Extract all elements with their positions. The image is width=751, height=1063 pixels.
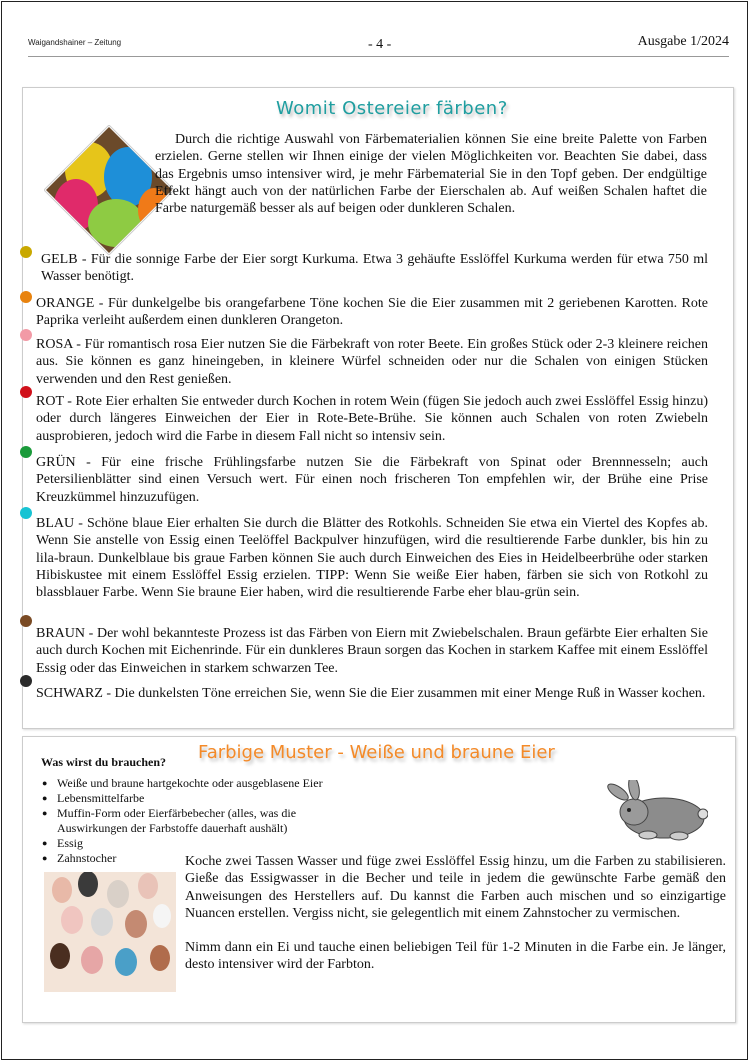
red-dot-icon — [20, 386, 32, 398]
patterned-eggs-photo — [44, 872, 176, 992]
color-item-gelb: GELB - Für die sonnige Farbe der Eier sorgt Kurkuma. Etwa 3 gehäufte Esslöffel Kurkuma werden für etwa 750 ml Wasser benötigt. — [41, 252, 708, 285]
page-number: - 4 - — [368, 37, 392, 52]
article-title-dyeing: Womit Ostereier färben? — [276, 98, 508, 119]
needs-heading: Was wirst du brauchen? — [41, 755, 167, 769]
color-item-orange: ORANGE - Für dunkelgelbe bis orangefarbene Töne kochen Sie die Eier zusammen mit 2 geriebenen Karotten. Rote Paprika verleiht außerdem einen dunkleren Orangeton. — [36, 296, 708, 329]
article-title-patterns: Farbige Muster - Weiße und braune Eier — [198, 742, 555, 763]
brown-dot-icon — [20, 615, 32, 627]
list-item: ● Zahnstocher — [40, 851, 360, 866]
color-item-schwarz: SCHWARZ - Die dunkelsten Töne erreichen Sie, wenn Sie die Eier zusammen mit einer Menge Ruß in Wasser kochen. — [36, 686, 706, 701]
instructions — [185, 853, 726, 991]
list-item: ● Lebensmittelfarbe — [40, 791, 360, 806]
intro-paragraph: Durch die richtige Auswahl von Färbematerialien können Sie eine breite Palette von Farben erzielen. Gerne stellen wir Ihnen einige der vielen Möglichkeiten vor. Beachten Sie dabei, dass das Ergebnis umso intensiver wird, je mehr Färbematerial Sie in den Topf geben. Der endgültige Effekt hängt auch von der natürlichen Farbe der Eierschalen ab. Auf weißen Schalen haftet die Farbe naturgemäß besser als auf beigen oder dunkleren Schalen. — [155, 132, 707, 217]
pink-dot-icon — [20, 329, 32, 341]
list-item: ● Weiße und braune hartgekochte oder ausgeblasene Eier — [40, 776, 360, 791]
color-item-gruen: GRÜN - Für eine frische Frühlingsfarbe nutzen Sie die Färbekraft von Spinat oder Brennnesseln; auch Petersilienblätter sind einen Versuch wert. Für einen noch frischeren Ton empfehlen wir, der Brühe eine Prise Kreuzkümmel hinzuzufügen. — [36, 455, 708, 505]
color-item-rot: ROT - Rote Eier erhalten Sie entweder durch Kochen in rotem Wein (fügen Sie jedoch auch zwei Esslöffel Essig hinzu) oder durch längeres Einweichen der Eier in Rote-Bete-Brühe. Sie können auch Schalen von roten Zwiebeln ausprobieren, jedoch wird die Farbe in diesem Fall nicht so intensiv sein. — [36, 394, 708, 444]
color-item-braun: BRAUN - Der wohl bekannteste Prozess ist das Färben von Eiern mit Zwiebelschalen. Braun gefärbte Eier erhalten Sie auch durch Kochen mit Eichenrinde. Für ein dunkleres Braun sorgen das Kochen in starkem Kaffee mit einem Esslöffel Essig oder das Einweichen in starkem schwarzen Tee. — [36, 626, 708, 676]
issue-number: Ausgabe 1/2024 — [637, 34, 729, 49]
yellow-dot-icon — [20, 246, 32, 258]
color-item-rosa: ROSA - Für romantisch rosa Eier nutzen Sie die Färbekraft von roter Beete. Ein großes Stück oder 2-3 kleinere reichen aus. Sie können es ganz hineingeben, in kleinere Würfel schneiden oder nur die Schalen von einigen Stücken verwenden und den Rest genießen. — [36, 337, 708, 387]
black-dot-icon — [20, 675, 32, 687]
page-header — [28, 30, 729, 57]
orange-dot-icon — [20, 291, 32, 303]
instruction-paragraph: Nimm dann ein Ei und tauche einen beliebigen Teil für 1-2 Minuten in die Farbe ein. Je länger, desto intensiver wird der Farbton. — [185, 940, 726, 973]
instruction-paragraph: Koche zwei Tassen Wasser und füge zwei Esslöffel Essig hinzu, um die Farben zu stabilisieren. Gieße das Essigwasser in die Becher und teile in jedem die gewünschte Farbe gemäß den Anweisungen des Herstellers auf. Du kannst die Farben auch mischen und so einzigartige Nuancen erstellen. Vergiss nicht, sie gelegentlich mit einem Zahnstocher zu vermischen. — [185, 854, 726, 921]
newspaper-name: Waigandshainer – Zeitung — [28, 38, 122, 47]
blue-dot-icon — [20, 507, 32, 519]
bunny-icon — [604, 780, 708, 842]
green-dot-icon — [20, 446, 32, 458]
list-item: ● Essig — [40, 836, 360, 851]
color-item-blau: BLAU - Schöne blaue Eier erhalten Sie durch die Blätter des Rotkohls. Schneiden Sie etwa ein Viertel des Kopfes ab. Wenn Sie anstelle von Essig einen Teelöffel Backpulver hinzufügen, wird die resultierende Farbe dunkler, bis hin zu lila-braun. Dunkelblaue bis graue Farben können Sie auch durch Einweichen des Eies in Heidelbeerbrühe oder starken Hibiskustee mit einem Esslöffel Essig erzielen. TIPP: Wenn Sie weiße Eier haben, färben sie sich von Rotkohl zu blassblauer Farbe. Wenn Sie braune Eier haben, wird die resultierende Farbe eher blau-grün sein. — [36, 516, 708, 601]
list-item: ● Muffin-Form oder Eierfärbebecher (alles, was die Auswirkungen der Farbstoffe dauerhaft aushält) — [40, 806, 360, 836]
